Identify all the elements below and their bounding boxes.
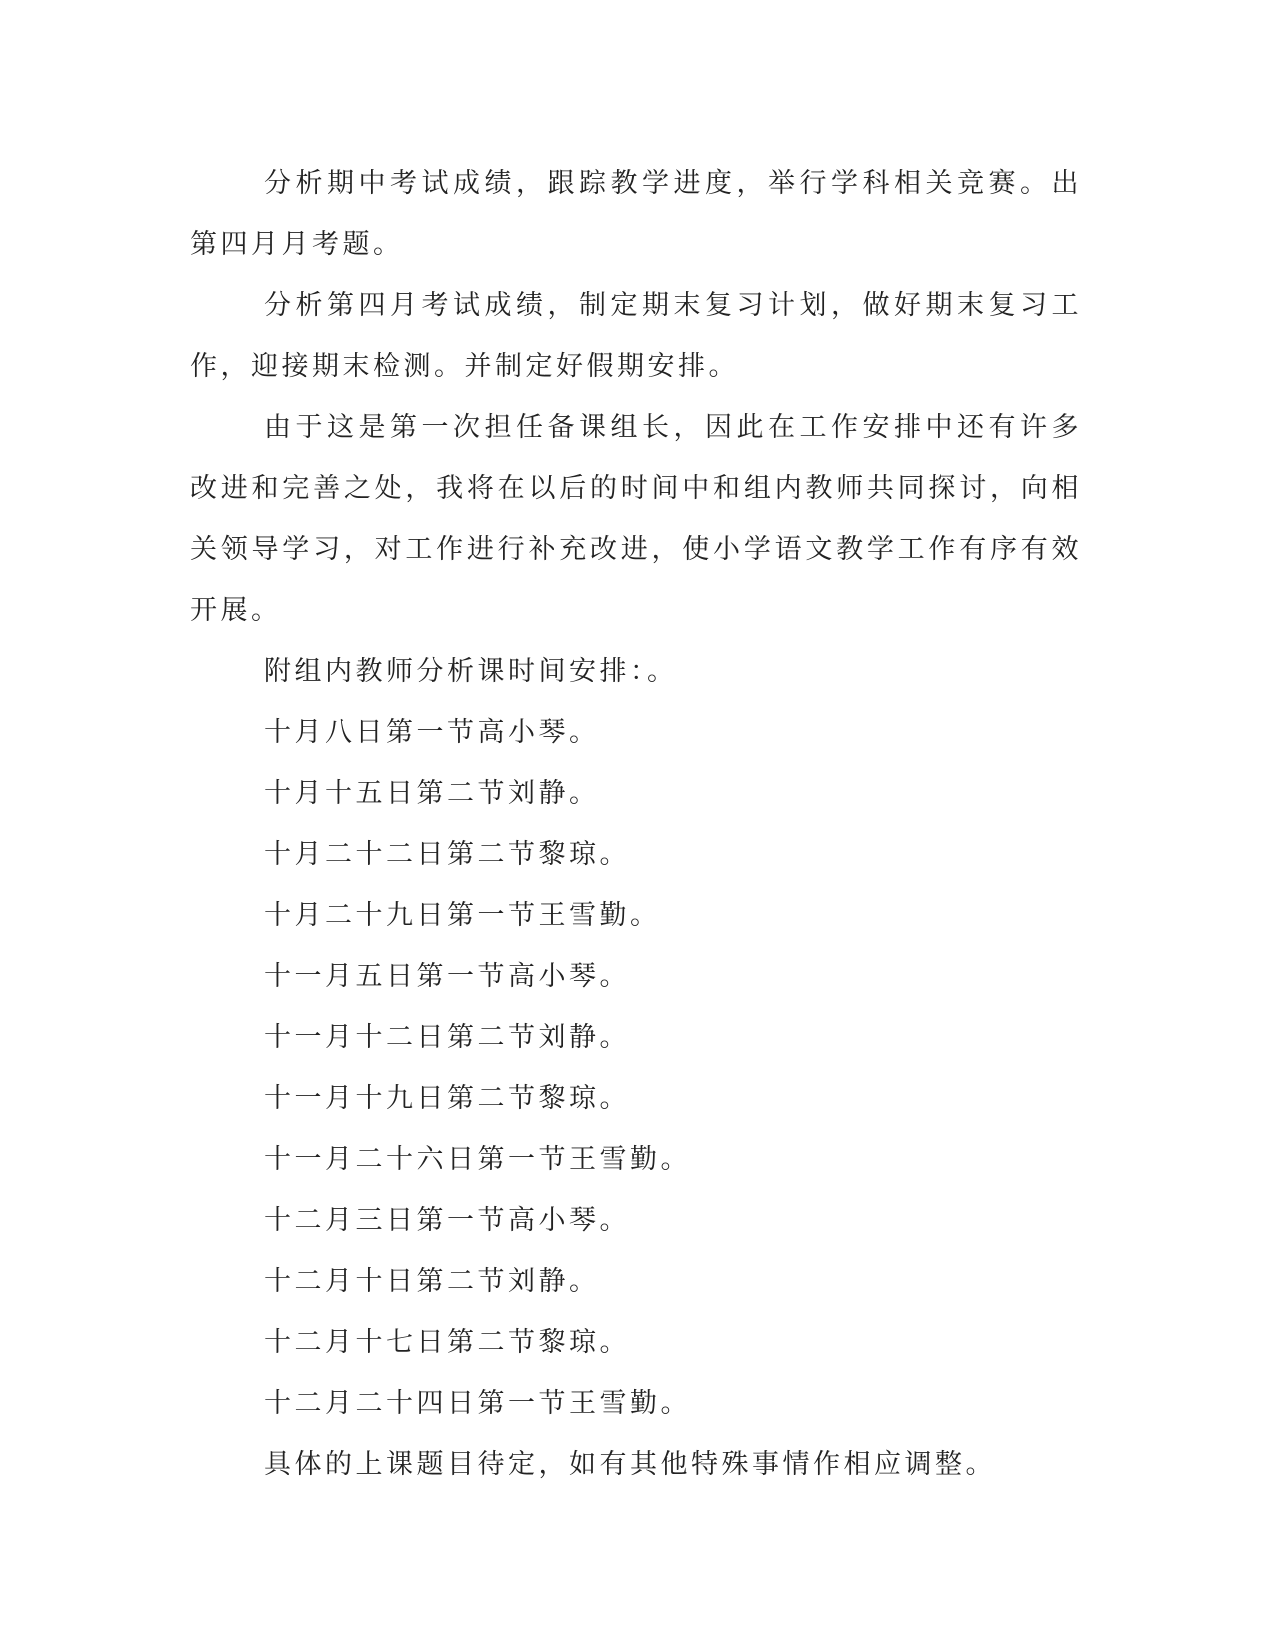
schedule-item: 十一月十二日第二节刘静。 xyxy=(264,1022,630,1053)
closing-note: 具体的上课题目待定，如有其他特殊事情作相应调整。 xyxy=(264,1449,996,1480)
paragraph-improvement: 由于这是第一次担任备课组长，因此在工作安排中还有许多改进和完善之处，我将在以后的时间中和组内教师共同探讨，向相关领导学习，对工作进行补充改进，使小学语文教学工作有序有效开展。 xyxy=(190,412,1082,626)
schedule-heading: 附组内教师分析课时间安排：。 xyxy=(264,656,678,687)
schedule-item: 十二月三日第一节高小琴。 xyxy=(264,1205,630,1236)
schedule-item: 十月十五日第二节刘静。 xyxy=(264,778,600,809)
schedule-item: 十二月十七日第二节黎琼。 xyxy=(264,1327,630,1358)
paragraph-final-review: 分析第四月考试成绩，制定期末复习计划，做好期末复习工作，迎接期末检测。并制定好假期安排。 xyxy=(190,290,1082,382)
schedule-item: 十二月十日第二节刘静。 xyxy=(264,1266,600,1297)
paragraph-exam-analysis: 分析期中考试成绩，跟踪教学进度，举行学科相关竞赛。出第四月月考题。 xyxy=(190,168,1082,260)
schedule-item: 十月二十九日第一节王雪勤。 xyxy=(264,900,661,931)
schedule-item: 十月二十二日第二节黎琼。 xyxy=(264,839,630,870)
schedule-item: 十一月五日第一节高小琴。 xyxy=(264,961,630,992)
document-body xyxy=(190,153,1082,1495)
schedule-item: 十一月十九日第二节黎琼。 xyxy=(264,1083,630,1114)
schedule-item: 十月八日第一节高小琴。 xyxy=(264,717,600,748)
schedule-list xyxy=(190,702,1082,1434)
schedule-item: 十一月二十六日第一节王雪勤。 xyxy=(264,1144,691,1175)
schedule-item: 十二月二十四日第一节王雪勤。 xyxy=(264,1388,691,1419)
